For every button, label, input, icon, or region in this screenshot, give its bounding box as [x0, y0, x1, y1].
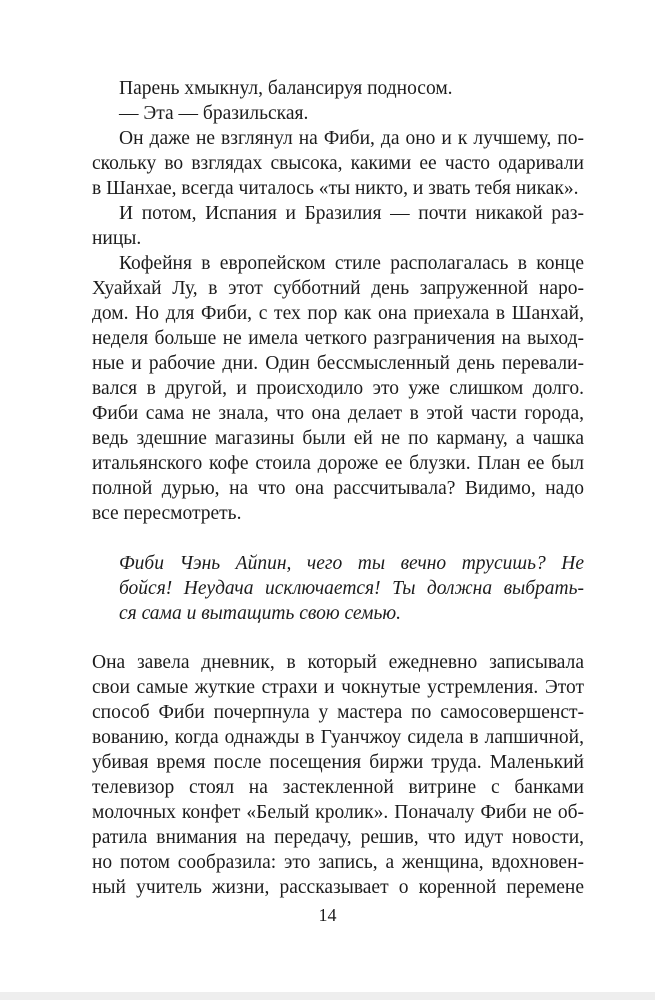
text-line: вованию, когда однажды в Гуанчжоу сидела в лапшичной, [92, 727, 584, 748]
text-line: Кофейня в европейском стиле располагалась в конце [119, 253, 584, 274]
text-line: телевизор стоял на застекленной витрине с банками [92, 777, 584, 798]
text-line: ницы. [92, 228, 142, 249]
text-line: в Шанхае, всегда читалось «ты никто, и звать тебя никак». [92, 178, 579, 199]
text-line: Фиби сама не знала, что она делает в этой части города, [92, 403, 584, 424]
paragraph [92, 201, 584, 251]
text-line: свои самые жуткие страхи и чокнутые устремления. Этот [92, 677, 584, 698]
paragraph [92, 126, 584, 201]
text-line: — Эта — бразильская. [119, 103, 309, 124]
page-text [92, 76, 584, 900]
text-line: молочных конфет «Белый кролик». Поначалу Фиби не об- [92, 802, 584, 823]
text-line: ведь здешние магазины были ей не по карману, а чашка [92, 428, 584, 449]
text-line: скольку во взглядах свысока, какими ее часто одаривали [92, 153, 584, 174]
spacer [92, 526, 584, 551]
page-number: 14 [318, 905, 337, 925]
text-line: вался в другой, и происходило это уже слишком долго. [92, 378, 584, 399]
text-line: итальянского кофе стоила дороже ее блузки. План ее был [92, 453, 584, 474]
paragraph [92, 251, 584, 526]
text-line: Парень хмыкнул, балансируя подносом. [119, 78, 453, 99]
text-line: Хуайхай Лу, в этот субботний день запруженной наро- [92, 278, 584, 299]
text-line: убивая время после посещения биржи труда. Маленький [92, 752, 584, 773]
text-line: дом. Но для Фиби, с тех пор как она приехала в Шанхай, [92, 303, 584, 324]
italic-line: бойся! Неудача исключается! Ты должна выбрать- [119, 578, 584, 599]
text-line: полной дурью, на что она рассчитывала? Видимо, надо [92, 478, 584, 499]
text-line: Он даже не взглянул на Фиби, да оно и к лучшему, по- [119, 128, 584, 149]
text-line: но потом сообразила: это запись, а женщина, вдохновен- [92, 852, 584, 873]
text-line: ные и рабочие дни. Один бессмысленный день перевали- [92, 353, 584, 374]
paragraph [92, 76, 584, 101]
italic-line: ся сама и вытащить свою семью. [119, 603, 401, 624]
text-line: ратила внимания на передачу, решив, что идут новости, [92, 827, 584, 848]
text-line: И потом, Испания и Бразилия — почти никакой раз- [119, 203, 584, 224]
text-line: способ Фиби почерпнула у мастера по самосовершенст- [92, 702, 584, 723]
spacer [92, 626, 584, 650]
text-line: неделя больше не имела четкого разграничения на выход- [92, 328, 584, 349]
text-line: Она завела дневник, в который ежедневно записывала [92, 652, 584, 673]
paragraph [92, 101, 584, 126]
paragraph [92, 650, 584, 900]
text-line: все пересмотреть. [92, 503, 242, 524]
text-line: ный учитель жизни, рассказывает о коренной перемене [92, 877, 584, 898]
page-bottom-edge [0, 992, 655, 1000]
italic-quote-block [119, 551, 584, 626]
italic-line: Фиби Чэнь Айпин, чего ты вечно трусишь? Не [119, 553, 584, 574]
